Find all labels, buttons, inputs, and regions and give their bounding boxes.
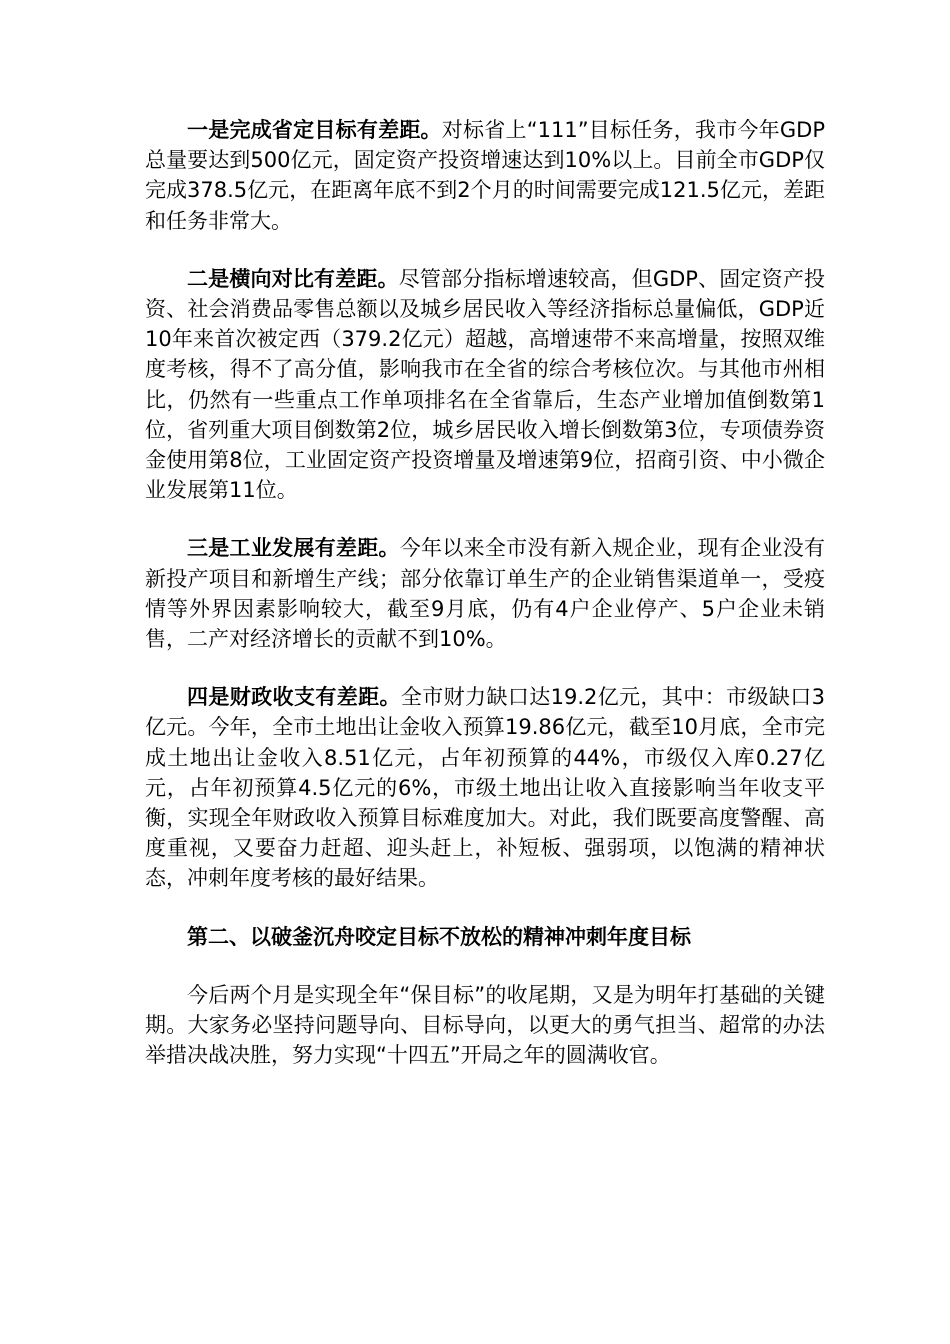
closing-paragraph: 今后两个月是实现全年“保目标”的收尾期，又是为明年打基础的关键期。大家务必坚持问题导向、目标导向，以更大的勇气担当、超常的办法举措决战决胜，努力实现“十四五”开局之年的圆满收官。 [145,982,825,1068]
paragraph-lead: 二是横向对比有差距。 [187,266,399,291]
section-heading: 第二、以破釜沉舟咬定目标不放松的精神冲刺年度目标 [187,924,691,949]
paragraph-finance-gap [145,682,825,893]
paragraph-lead: 三是工业发展有差距。 [187,536,400,561]
paragraph-body: 全市财力缺口达19.2亿元，其中：市级缺口3亿元。今年，全市土地出让金收入预算19.86亿元，截至10月底，全市完成土地出让金收入8.51亿元，占年初预算的44%，市级仅入库0.27亿元，占年初预算4.5亿元的6%，市级土地出让收入直接影响当年收支平衡，实现全年财政收入预算目标难度加大。对此，我们既要高度警醒、高度重视，又要奋力赶超、迎头赶上，补短板、强弱项，以饱满的精神状态，冲刺年度考核的最好结果。 [145,685,825,891]
paragraph-body: 今年以来全市没有新入规企业，现有企业没有新投产项目和新增生产线；部分依靠订单生产的企业销售渠道单一，受疫情等外界因素影响较大，截至9月底，仍有4户企业停产、5户企业未销售，二产对经济增长的贡献不到10%。 [145,536,826,652]
paragraph-body: 尽管部分指标增速较高，但GDP、固定资产投资、社会消费品零售总额以及城乡居民收入等经济指标总量偏低，GDP近10年来首次被定西（379.2亿元）超越，高增速带不来高增量，按照双维度考核，得不了高分值，影响我市在全省的综合考核位次。与其他市州相比，仍然有一些重点工作单项排名在全省靠后，生态产业增加值倒数第1位，省列重大项目倒数第2位，城乡居民收入增长倒数第3位，专项债券资金使用第8位，工业固定资产投资增量及增速第9位，招商引资、中小微企业发展第11位。 [145,266,825,503]
paragraph-target-gap [145,115,825,236]
paragraph-industry-gap [145,533,825,654]
paragraph-lead: 四是财政收支有差距。 [187,685,401,710]
document-page [145,115,825,1098]
paragraph-lead: 一是完成省定目标有差距。 [187,118,442,142]
paragraph-horizontal-gap [145,264,825,506]
paragraph-body: 对标省上“111”目标任务，我市今年GDP总量要达到500亿元，固定资产投资增速达到10%以上。目前全市GDP仅完成378.5亿元，在距离年底不到2个月的时间需要完成121.5亿元，差距和任务非常大。 [145,118,826,233]
